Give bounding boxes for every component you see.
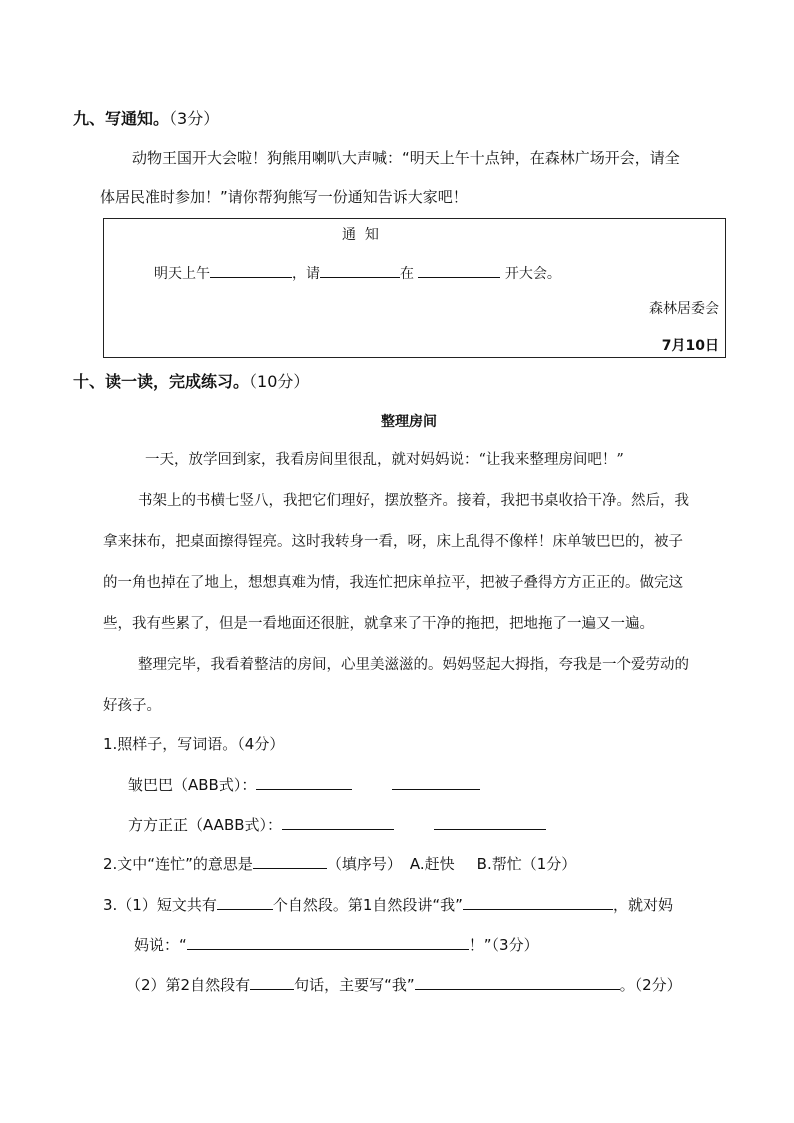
aabb-blank-1[interactable] xyxy=(282,814,394,830)
notice-who-blank[interactable] xyxy=(320,262,400,278)
passage-line-3: 拿来抹布，把桌面擦得锃亮。这时我转身一看，呀，床上乱得不像样！床单皱巴巴的，被子 xyxy=(103,534,683,550)
passage-line-5: 些，我有些累了，但是一看地面还很脏，就拿来了干净的拖把，把地拖了一遍又一遍。 xyxy=(103,616,654,632)
section-9-prompt-line-1: 动物王国开大会啦！狗熊用喇叭大声喊：“明天上午十点钟，在森林广场开会，请全 xyxy=(132,149,680,167)
question-2-part-2: （填序号） xyxy=(326,855,402,873)
notice-body xyxy=(154,262,561,284)
passage-line-4: 的一角也掉在了地上，想想真难为情，我连忙把床单拉平，把被子叠得方方正正的。做完这 xyxy=(103,575,683,591)
question-1-row-2 xyxy=(128,814,546,835)
question-3-line-3-c: 。（2分） xyxy=(619,976,682,994)
abb-blank-2[interactable] xyxy=(392,774,480,790)
section-9-heading xyxy=(73,109,219,129)
notice-body-part-2: ，请 xyxy=(292,266,320,282)
quote-blank[interactable] xyxy=(187,934,469,950)
question-2-part-1: 2.文中“连忙”的意思是 xyxy=(103,855,253,873)
question-3-line-1-a: 3.（1）短文共有 xyxy=(103,896,217,914)
notice-time-blank[interactable] xyxy=(210,262,292,278)
question-3-line-3 xyxy=(126,974,682,995)
section-9-score: （3分） xyxy=(169,109,220,128)
question-2-option-a: A.赶快 xyxy=(409,855,455,873)
question-3-line-3-b: 句话，主要写“我” xyxy=(294,976,415,994)
section-10-title: 十、读一读，完成练习。 xyxy=(73,372,250,391)
question-1-label: 1.照样子，写词语。（4分） xyxy=(103,735,285,753)
question-2 xyxy=(103,853,576,874)
passage-line-6: 整理完毕，我看着整洁的房间，心里美滋滋的。妈妈竖起大拇指，夸我是一个爱劳动的 xyxy=(138,657,689,673)
paragraph-2-content-blank[interactable] xyxy=(415,974,620,990)
notice-signature: 森林居委会 xyxy=(649,301,719,317)
section-10-heading xyxy=(73,372,309,392)
section-9-title: 九、写通知。 xyxy=(73,109,170,128)
question-1-row-2-label: 方方正正（AABB式）： xyxy=(128,816,283,834)
question-1-row-1 xyxy=(128,774,480,795)
paragraph-count-blank[interactable] xyxy=(217,894,273,910)
question-2-blank[interactable] xyxy=(253,853,327,869)
paragraph-1-content-blank[interactable] xyxy=(463,894,613,910)
question-3-line-2 xyxy=(134,934,539,955)
question-3-line-3-a: （2）第2自然段有 xyxy=(126,976,251,994)
question-3-line-1 xyxy=(103,894,673,915)
sentence-count-blank[interactable] xyxy=(250,974,294,990)
section-9-prompt-line-2: 体居民准时参加！”请你帮狗熊写一份通知告诉大家吧！ xyxy=(100,188,468,206)
notice-box xyxy=(103,218,726,358)
question-3-line-1-b: 个自然段。第1自然段讲“我” xyxy=(272,896,463,914)
notice-body-part-4: 开大会。 xyxy=(504,266,561,282)
passage-line-1: 一天，放学回到家，我看房间里很乱，就对妈妈说：“让我来整理房间吧！” xyxy=(145,452,624,468)
passage-title: 整理房间 xyxy=(381,414,437,430)
passage-line-2: 书架上的书横七竖八，我把它们理好，摆放整齐。接着，我把书桌收拾干净。然后，我 xyxy=(138,493,689,509)
notice-body-part-1: 明天上午 xyxy=(154,266,210,282)
passage-line-7: 好孩子。 xyxy=(103,698,161,714)
notice-body-part-3: 在 xyxy=(400,266,414,282)
notice-date: 7月10日 xyxy=(661,338,719,354)
aabb-blank-2[interactable] xyxy=(434,814,546,830)
question-3-line-2-b: ！”（3分） xyxy=(468,936,539,954)
question-3-line-2-a: 妈说：“ xyxy=(134,936,187,954)
section-10-score: （10分） xyxy=(249,372,310,391)
question-3-line-1-c: ，就对妈 xyxy=(612,896,673,914)
question-1-row-1-label: 皱巴巴（ABB式）： xyxy=(128,776,257,794)
notice-place-blank[interactable] xyxy=(418,262,500,278)
notice-heading: 通 知 xyxy=(342,227,379,243)
abb-blank-1[interactable] xyxy=(256,774,352,790)
question-2-option-b: B.帮忙（1分） xyxy=(476,855,577,873)
